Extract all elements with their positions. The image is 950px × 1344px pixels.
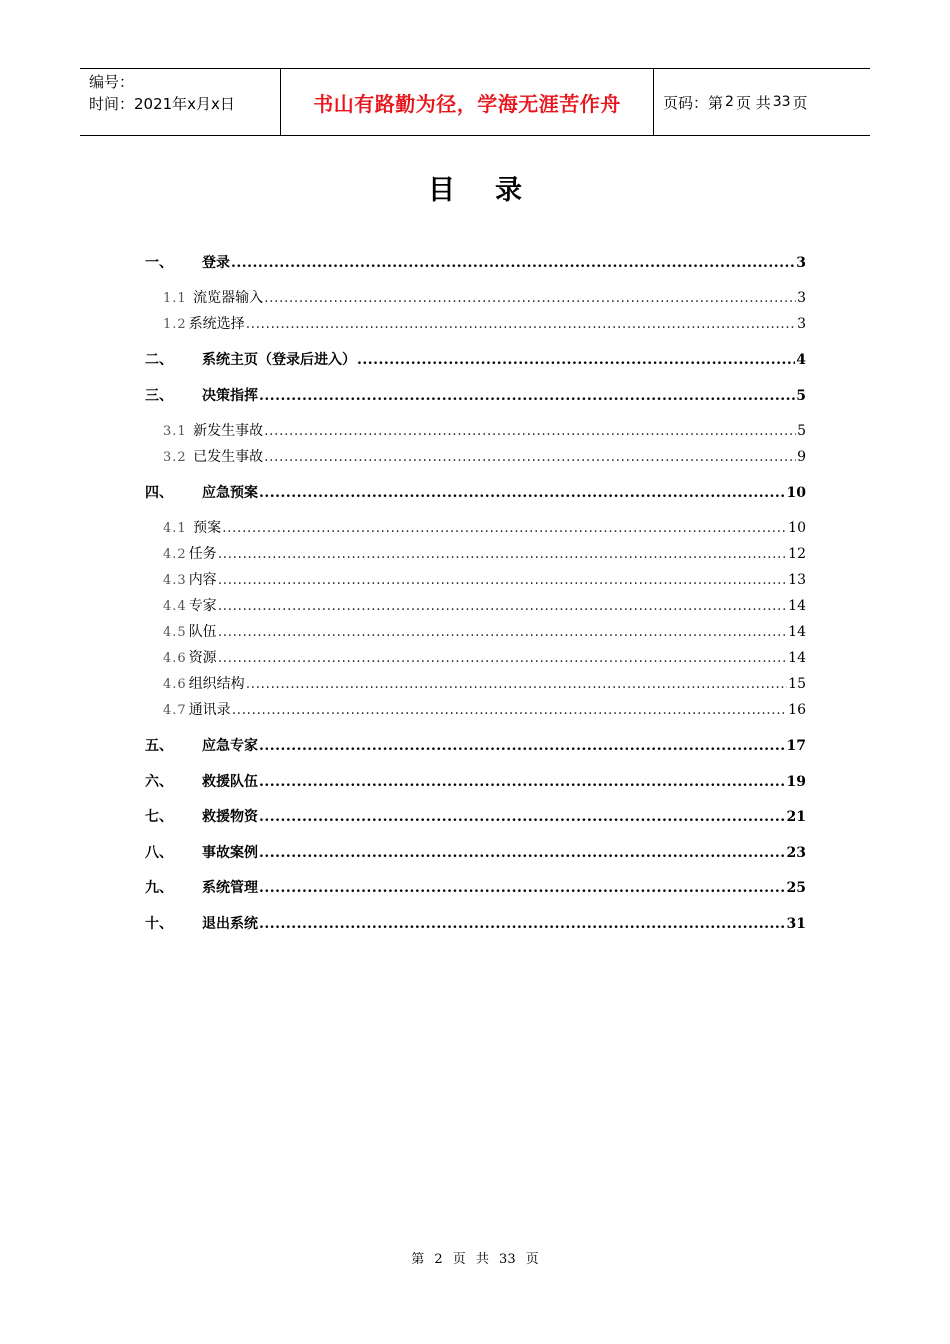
- document-date: 时间：2021年x月x日: [89, 95, 235, 113]
- toc-entry-page: 16: [788, 702, 806, 718]
- toc-entry-page: 5: [796, 388, 806, 404]
- toc-entry-label: 通讯录: [188, 702, 231, 718]
- toc-entry-page: 17: [786, 738, 806, 754]
- toc-entry-label: 应急预案: [202, 485, 258, 501]
- toc-dot-leader: [264, 449, 796, 465]
- page-suffix: 页: [792, 93, 808, 112]
- toc-entry-label: 资源: [188, 650, 217, 666]
- toc-entry-number: 4.7: [163, 703, 187, 718]
- toc-entry-number: 4.5: [163, 625, 187, 640]
- toc-entry-label: 系统选择: [188, 316, 245, 332]
- toc-entry-page: 14: [788, 624, 806, 640]
- toc-entry-number: 1.1: [163, 291, 187, 306]
- toc-entry-number: 四、: [145, 485, 173, 501]
- toc-chapter-entry[interactable]: [145, 482, 806, 502]
- toc-entry-label: 系统主页（登录后进入）: [202, 352, 356, 368]
- toc-entry-label: 救援队伍: [202, 774, 258, 790]
- toc-dot-leader: [259, 774, 786, 790]
- toc-section-entry[interactable]: [163, 313, 806, 333]
- page-footer: 第 2 页 共 33 页: [411, 1252, 539, 1267]
- toc-entry-number: 三、: [145, 388, 173, 404]
- toc-entry-label: 系统管理: [202, 880, 258, 896]
- toc-chapter-entry[interactable]: [145, 877, 806, 897]
- toc-dot-leader: [259, 738, 786, 754]
- toc-dot-leader: [218, 546, 787, 562]
- toc-entry-page: 13: [788, 572, 806, 588]
- header-page-info: [654, 69, 870, 135]
- toc-entry-page: 19: [786, 774, 806, 790]
- toc-entry-number: 二、: [145, 352, 173, 368]
- toc-entry-label: 新发生事故: [188, 423, 264, 439]
- toc-entry-label: 流览器输入: [188, 290, 264, 306]
- toc-entry-number: 五、: [145, 738, 173, 754]
- toc-chapter-entry[interactable]: [145, 385, 806, 405]
- page-current: 2: [725, 94, 734, 110]
- page-title: 目录: [428, 175, 562, 206]
- toc-section-entry[interactable]: [163, 621, 806, 641]
- toc-dot-leader: [218, 650, 787, 666]
- toc-entry-label: 事故案例: [202, 845, 258, 861]
- toc-entry-page: 15: [788, 676, 806, 692]
- toc-entry-number: 3.2: [163, 450, 187, 465]
- toc-entry-number: 1.2: [163, 317, 187, 332]
- toc-entry-page: 10: [788, 520, 806, 536]
- toc-entry-number: 九、: [145, 880, 173, 896]
- toc-section-entry[interactable]: [163, 446, 806, 466]
- toc-dot-leader: [259, 809, 786, 825]
- toc-entry-number: 4.6: [163, 651, 187, 666]
- toc-entry-page: 4: [796, 352, 806, 368]
- toc-section-entry[interactable]: [163, 673, 806, 693]
- toc-entry-label: 决策指挥: [202, 388, 258, 404]
- toc-dot-leader: [218, 624, 787, 640]
- page-mid: 页 共: [735, 93, 771, 112]
- toc-entry-label: 任务: [188, 546, 217, 562]
- toc-entry-page: 31: [786, 916, 806, 932]
- toc-entry-label: 救援物资: [202, 809, 258, 825]
- toc-entry-label: 已发生事故: [188, 449, 264, 465]
- toc-entry-number: 4.1: [163, 521, 187, 536]
- toc-dot-leader: [222, 520, 787, 536]
- toc-entry-page: 5: [797, 423, 806, 439]
- toc-section-entry[interactable]: [163, 647, 806, 667]
- page-prefix: 页码：第: [663, 93, 724, 112]
- toc-section-entry[interactable]: [163, 420, 806, 440]
- toc-entry-page: 10: [786, 485, 806, 501]
- toc-entry-page: 23: [786, 845, 806, 861]
- toc-entry-number: 六、: [145, 774, 173, 790]
- toc-dot-leader: [259, 845, 786, 861]
- toc-entry-label: 专家: [188, 598, 217, 614]
- toc-section-entry[interactable]: [163, 595, 806, 615]
- toc-entry-page: 9: [797, 449, 806, 465]
- toc-entry-number: 3.1: [163, 424, 187, 439]
- toc-dot-leader: [357, 352, 795, 368]
- toc-entry-number: 一、: [145, 255, 173, 271]
- toc-entry-label: 组织结构: [188, 676, 245, 692]
- toc-entry-number: 十、: [145, 916, 173, 932]
- toc-section-entry[interactable]: [163, 543, 806, 563]
- toc-chapter-entry[interactable]: [145, 771, 806, 791]
- toc-dot-leader: [264, 290, 796, 306]
- toc-dot-leader: [259, 485, 786, 501]
- document-number-label: 编号：: [89, 73, 135, 91]
- toc-entry-label: 登录: [202, 255, 230, 271]
- toc-section-entry[interactable]: [163, 699, 806, 719]
- toc-dot-leader: [231, 255, 795, 271]
- toc-section-entry[interactable]: [163, 569, 806, 589]
- toc-entry-number: 4.3: [163, 573, 187, 588]
- toc-section-entry[interactable]: [163, 287, 806, 307]
- toc-entry-number: 4.4: [163, 599, 187, 614]
- toc-entry-page: 3: [797, 290, 806, 306]
- toc-dot-leader: [246, 316, 796, 332]
- header-meta: [80, 69, 281, 135]
- toc-entry-page: 21: [786, 809, 806, 825]
- toc-chapter-entry[interactable]: [145, 842, 806, 862]
- toc-entry-page: 14: [788, 598, 806, 614]
- toc-entry-label: 退出系统: [202, 916, 258, 932]
- toc-entry-number: 4.6: [163, 677, 187, 692]
- toc-chapter-entry[interactable]: [145, 806, 806, 826]
- header-motto: 书山有路勤为径，学海无涯苦作舟: [281, 69, 654, 135]
- toc-chapter-entry[interactable]: [145, 913, 806, 933]
- toc-dot-leader: [259, 916, 786, 932]
- toc-chapter-entry[interactable]: [145, 735, 806, 755]
- toc-chapter-entry[interactable]: [145, 252, 806, 272]
- toc-entry-page: 3: [796, 255, 806, 271]
- toc-entry-page: 14: [788, 650, 806, 666]
- toc-dot-leader: [259, 880, 786, 896]
- toc-entry-page: 3: [797, 316, 806, 332]
- toc-dot-leader: [259, 388, 795, 404]
- toc-dot-leader: [264, 423, 796, 439]
- toc-section-entry[interactable]: [163, 517, 806, 537]
- toc-chapter-entry[interactable]: [145, 349, 806, 369]
- toc-entry-label: 内容: [188, 572, 217, 588]
- toc-dot-leader: [218, 572, 787, 588]
- toc-entry-number: 七、: [145, 809, 173, 825]
- toc-dot-leader: [218, 598, 787, 614]
- toc-entry-label: 预案: [188, 520, 222, 536]
- page-total: 33: [772, 94, 791, 110]
- toc-entry-page: 25: [786, 880, 806, 896]
- toc-dot-leader: [246, 676, 787, 692]
- toc-entry-label: 应急专家: [202, 738, 258, 754]
- toc-entry-number: 4.2: [163, 547, 187, 562]
- toc-entry-number: 八、: [145, 845, 173, 861]
- toc-entry-page: 12: [788, 546, 806, 562]
- page-header: [80, 68, 870, 136]
- toc-entry-label: 队伍: [188, 624, 217, 640]
- toc-dot-leader: [232, 702, 787, 718]
